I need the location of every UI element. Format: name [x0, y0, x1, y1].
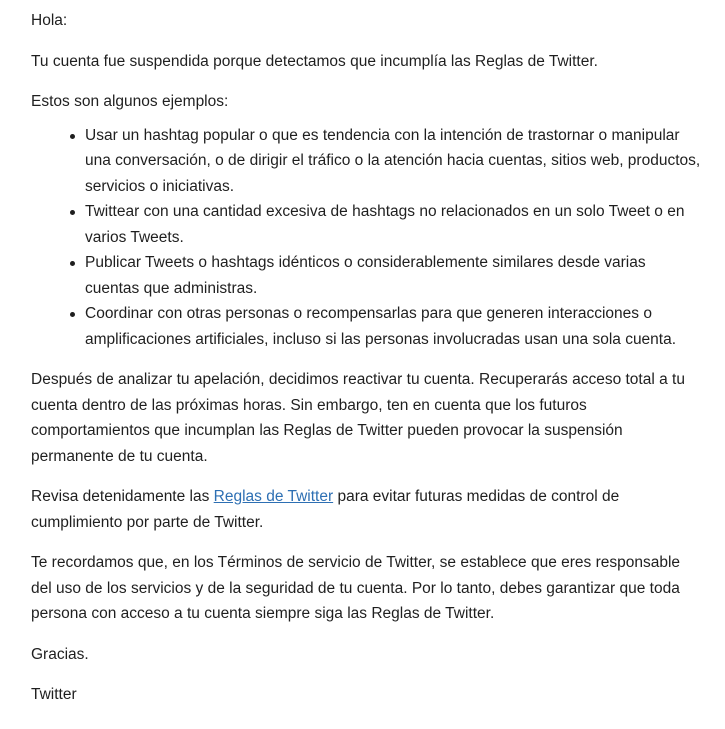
list-item: Twittear con una cantidad excesiva de hashtags no relacionados en un solo Tweet o en varios Tweets.	[85, 199, 701, 250]
greeting: Hola:	[31, 12, 68, 29]
review-rules-paragraph	[31, 484, 701, 535]
list-item: Publicar Tweets o hashtags idénticos o considerablemente similares desde varias cuentas que administras.	[85, 250, 701, 301]
signature: Twitter	[31, 686, 77, 703]
twitter-rules-link[interactable]: Reglas de Twitter	[213, 488, 334, 505]
thanks-text: Gracias.	[31, 645, 89, 663]
list-item: Coordinar con otras personas o recompensarlas para que generen interacciones o amplificaciones artificiales, incluso si las personas involucradas usan una sola cuenta.	[85, 301, 701, 352]
terms-paragraph: Te recordamos que, en los Términos de servicio de Twitter, se establece que eres responsable del uso de los servicios y de la seguridad de tu cuenta. Por lo tanto, debes garantizar que toda persona con acceso a tu cuenta siempre siga las Reglas de Twitter.	[31, 554, 681, 622]
list-item: Usar un hashtag popular o que es tendencia con la intención de trastornar o manipular una conversación, o de dirigir el tráfico o la atención hacia cuentas, sitios web, productos, servicios o iniciativas.	[85, 123, 701, 200]
examples-intro: Estos son algunos ejemplos:	[31, 93, 229, 110]
examples-list	[31, 123, 701, 353]
suspension-notice: Tu cuenta fue suspendida porque detectamos que incumplía las Reglas de Twitter.	[31, 52, 598, 70]
review-text-after: para evitar futuras medidas de control de cumplimiento por parte de Twitter.	[31, 488, 620, 531]
reactivation-paragraph: Después de analizar tu apelación, decidimos reactivar tu cuenta. Recuperarás acceso total a tu cuenta dentro de las próximas horas. Sin embargo, ten en cuenta que los futuros comportamientos que incumplan las Reglas de Twitter pueden provocar la suspensión permanente de tu cuenta.	[31, 371, 685, 465]
review-text-before: Revisa detenidamente las	[31, 488, 214, 505]
